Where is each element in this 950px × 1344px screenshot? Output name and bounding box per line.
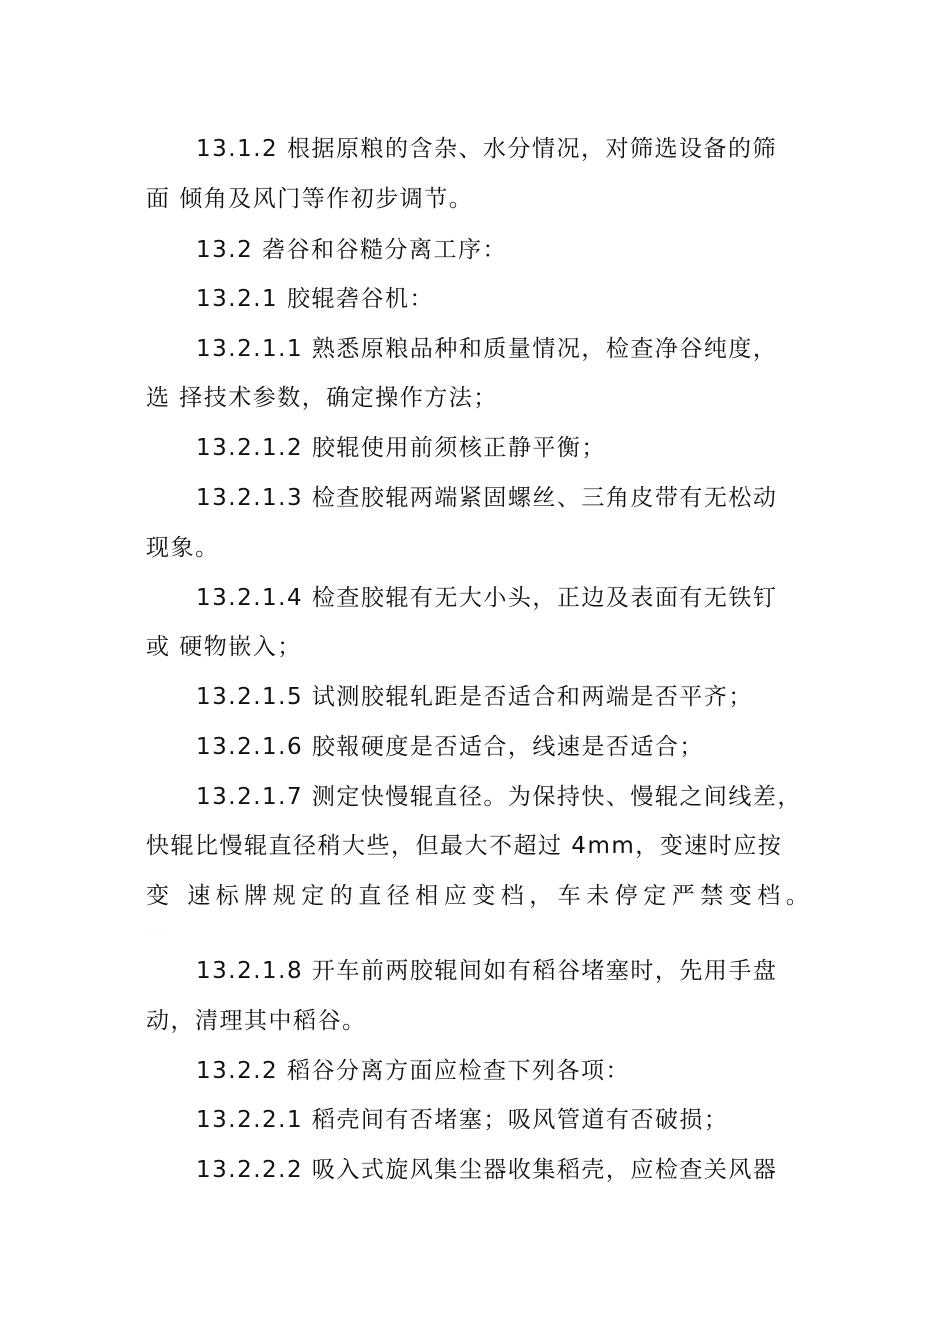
paragraph-line: 13.2.1.4 检查胶辊有无大小头，正边及表面有无铁钉 (196, 585, 778, 611)
faint-watermark: ...... (146, 924, 170, 934)
paragraph-line: 快辊比慢辊直径稍大些，但最大不超过 4mm，变速时应按 (146, 833, 783, 859)
paragraph-line: 13.2.2.1 稻壳间有否堵塞；吸风管道有否破损； (196, 1107, 729, 1133)
paragraph-line: 现象。 (146, 535, 220, 561)
paragraph-line: 13.2.1.3 检查胶辊两端紧固螺丝、三角皮带有无松动 (196, 485, 778, 511)
paragraph-line: 13.2.1.5 试测胶辊轧距是否适合和两端是否平齐； (196, 684, 753, 710)
paragraph-line: 选 择技术参数，确定操作方法； (146, 385, 498, 411)
paragraph-line: 13.2.2.2 吸入式旋风集尘器收集稻壳，应检查关风器 (196, 1157, 778, 1183)
paragraph-line: 13.2.1.1 熟悉原粮品种和质量情况，检查净谷纯度， (196, 336, 778, 362)
paragraph-line: 13.1.2 根据原粮的含杂、水分情况，对筛选设备的筛 (196, 136, 777, 162)
section-heading: 13.2 砻谷和谷糙分离工序： (196, 237, 508, 263)
paragraph-line: 13.2.1.6 胶報硬度是否适合，线速是否适合； (196, 734, 704, 760)
paragraph-line: 动，清理其中稻谷。 (146, 1008, 367, 1034)
paragraph-line: 13.2.1.8 开车前两胶辊间如有稻谷堵塞时，先用手盘 (196, 958, 778, 984)
paragraph-line: 或 硬物嵌入； (146, 634, 302, 660)
paragraph-line: 13.2.1.7 测定快慢辊直径。为保持快、慢辊之间线差， (196, 784, 802, 810)
paragraph-line: 13.2.1.2 胶辊使用前须核正静平衡； (196, 435, 606, 461)
subsection-heading: 13.2.2 稻谷分离方面应检查下列各项： (196, 1058, 630, 1084)
paragraph-line: 变 速标牌规定的直径相应变档，车未停定严禁变档。 (146, 883, 815, 909)
paragraph-line: 面 倾角及风门等作初步调节。 (146, 186, 474, 212)
subsection-heading: 13.2.1 胶辊砻谷机： (196, 286, 434, 312)
